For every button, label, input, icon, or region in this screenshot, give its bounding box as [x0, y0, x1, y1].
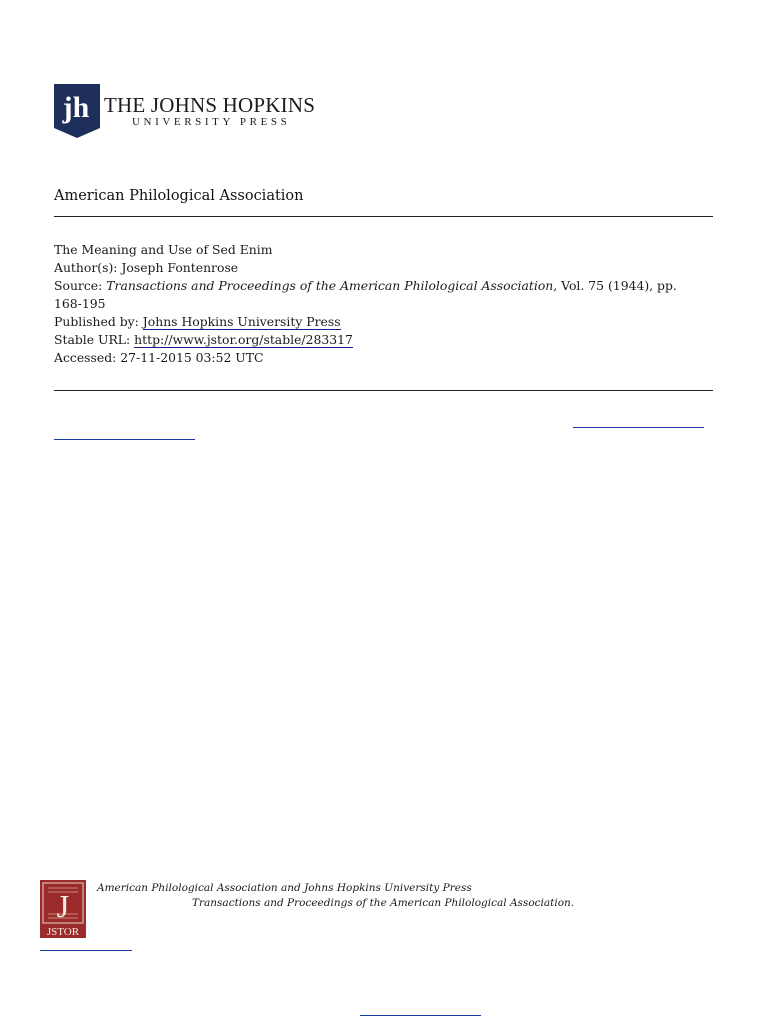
stable-url-line	[54, 331, 714, 349]
jstor-logo-text: JSTOR	[46, 926, 80, 938]
footer-text	[97, 881, 574, 911]
source-line	[54, 277, 714, 295]
source-details: , Vol. 75 (1944), pp.	[553, 278, 677, 293]
article-title: The Meaning and Use of Sed Enim	[54, 242, 273, 257]
publisher-link[interactable]: Johns Hopkins University Press	[142, 314, 341, 329]
svg-text:J: J	[56, 888, 70, 924]
stable-url-link[interactable]: http://www.jstor.org/stable/283317	[134, 332, 353, 347]
bottom-link-fragment[interactable]	[360, 1015, 481, 1016]
jh-mark: jh	[62, 91, 90, 124]
accessed-value: 27-11-2015 03:52 UTC	[120, 350, 264, 365]
logo-subtitle: UNIVERSITY PRESS	[132, 116, 291, 128]
jstor-link-fragment[interactable]	[40, 950, 132, 951]
jstor-logo	[40, 880, 86, 938]
accessed-line	[54, 349, 714, 367]
published-label: Published by:	[54, 314, 139, 329]
article-metadata	[54, 241, 714, 367]
source-journal: Transactions and Proceedings of the American Philological Association	[106, 278, 554, 293]
jh-shield-icon	[54, 84, 100, 138]
jstor-logo-icon	[40, 880, 86, 938]
jhu-press-logo	[54, 84, 316, 138]
authors-line	[54, 259, 714, 277]
divider-top	[54, 216, 713, 217]
publisher-heading: American Philological Association	[54, 188, 304, 204]
footer-line-2: Transactions and Proceedings of the American Philological Association.	[192, 897, 575, 909]
divider-bottom	[54, 390, 713, 391]
authors-label: Author(s):	[54, 260, 118, 275]
terms-link-fragment[interactable]	[573, 427, 704, 428]
published-by-line	[54, 313, 714, 331]
source-pages: 168-195	[54, 296, 106, 311]
footer-line-1: American Philological Association and Johns Hopkins University Press	[97, 882, 472, 894]
source-label: Source:	[54, 278, 103, 293]
logo-title: THE JOHNS HOPKINS	[104, 93, 316, 117]
stable-url-label: Stable URL:	[54, 332, 131, 347]
terms-link-fragment-2[interactable]	[54, 439, 195, 440]
authors-value: Joseph Fontenrose	[121, 260, 239, 275]
accessed-label: Accessed:	[54, 350, 117, 365]
